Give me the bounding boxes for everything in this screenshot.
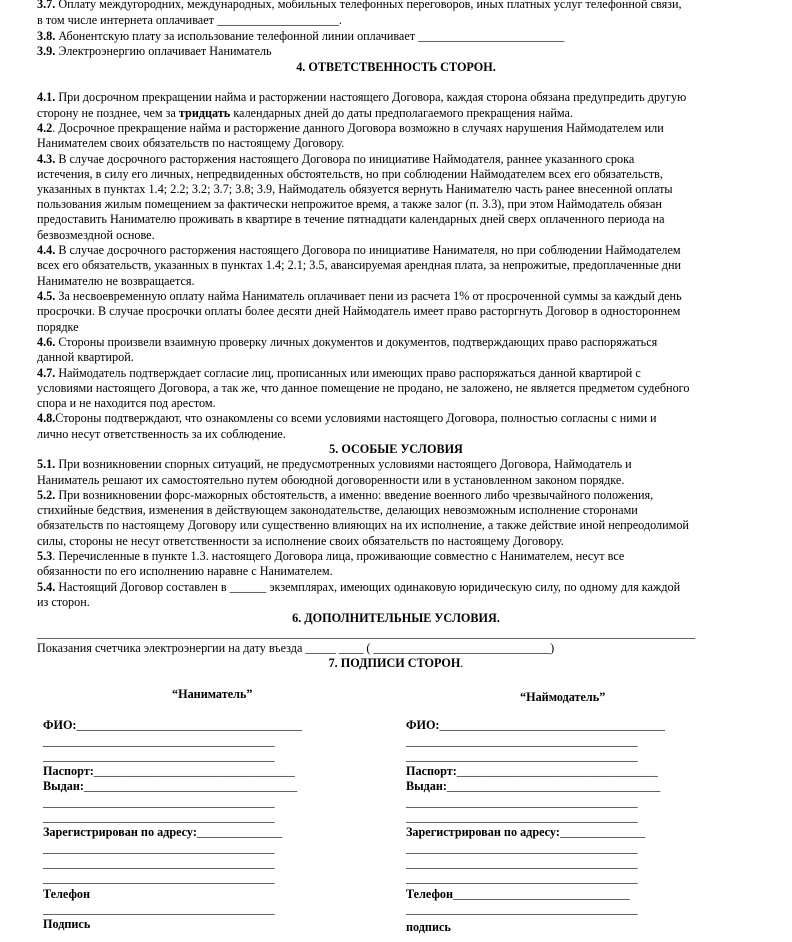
field-label: Выдан:: [406, 779, 447, 793]
clause-number: 4.4.: [37, 243, 56, 257]
signature-field: [43, 917, 90, 932]
line-text: всех его обязательств, указанных в пунктах 1.4; 2.1; 3.5, авансируемая арендная плата, за непрожитые, предоплаченные дни: [37, 258, 682, 272]
field-blank: ______________________________________: [406, 841, 638, 855]
line-text: предоставить Нанимателю проживать в квартире в течение пятнадцати календарных дней сверх оплаченного периода на: [37, 212, 665, 226]
text-line: [37, 167, 663, 182]
line-text: порядке: [37, 320, 79, 334]
line-text: При возникновении спорных ситуаций, не предусмотренных условиями настоящего Договора, Наймодатель и: [55, 457, 632, 471]
text-line: [37, 320, 79, 335]
signature-field: [43, 871, 275, 886]
text-line: [37, 641, 554, 656]
text-line: [37, 534, 564, 549]
text-line: [37, 411, 657, 426]
line-text-tail: календарных дней до даты предполагаемого прекращения найма.: [230, 106, 573, 120]
signature-field: [406, 810, 638, 825]
signature-field: [406, 887, 630, 902]
line-text: условиями настоящего Договора, а так же, что данное помещение не продано, не заложено, не является предметом судебного: [37, 381, 690, 395]
signature-field: [406, 825, 645, 840]
field-label: Зарегистрирован по адресу:: [406, 825, 560, 839]
signature-field: [43, 887, 90, 902]
clause-number: 5.3: [37, 549, 53, 563]
section-heading-text: 4. ОТВЕТСТВЕННОСТЬ СТОРОН.: [296, 60, 496, 74]
line-text: . Перечисленные в пункте 1.3. настоящего Договора лица, проживающие совместно с Нанимателем, несут все: [52, 549, 625, 563]
line-text: . Досрочное прекращение найма и расторжение данного Договора возможно в случаях нарушения Наймодателем или: [52, 121, 664, 135]
line-text: просрочки. В случае просрочки оплаты более десяти дней Наймодатель имеет право расторгнуть Договор в одностороннем: [37, 304, 681, 318]
line-text: из сторон.: [37, 595, 90, 609]
text-line: [37, 29, 564, 44]
signature-field: [406, 920, 451, 935]
signature-field: [406, 856, 638, 871]
field-blank: ______________________________________: [43, 856, 275, 870]
line-text: обязанности по его исполнению наравне с Нанимателем.: [37, 564, 333, 578]
text-line: [37, 243, 681, 258]
signature-field: [406, 734, 638, 749]
text-line: [37, 595, 90, 610]
text-line: [37, 182, 673, 197]
field-blank: _____________________________: [453, 887, 630, 901]
line-text: При досрочном прекращении найма и расторжении настоящего Договора, каждая сторона обязана предупредить другую: [55, 90, 687, 104]
clause-number: 3.9.: [37, 44, 56, 58]
section-heading: [0, 611, 792, 626]
text-line: [37, 473, 624, 488]
line-text: Нанимателю не возвращается.: [37, 274, 195, 288]
line-text: указанных в пунктах 1.4; 2.2; 3.2; 3.7; 3.8; 3.9, Наймодатель обязуется вернуть Нанимателю часть ранее внесенной оплаты: [37, 182, 673, 196]
line-text: Электроэнергию оплачивает Наниматель: [55, 44, 272, 58]
signature-field: [406, 871, 638, 886]
text-line: [37, 350, 134, 365]
section-heading: [0, 656, 792, 671]
signature-field: [43, 734, 275, 749]
text-line: [37, 258, 681, 273]
line-text: лично несут ответственность за их соблюдение.: [37, 427, 286, 441]
line-text: Стороны подтверждают, что ознакомлены со всеми условиями настоящего Договора, полностью согласны с ними и: [55, 411, 657, 425]
signature-field: [43, 779, 297, 794]
text-line: [37, 457, 632, 472]
clause-number: 4.7.: [37, 366, 56, 380]
text-line: [37, 136, 344, 151]
signature-field: [406, 795, 638, 810]
text-line: [37, 90, 686, 105]
section-heading-tail: .: [460, 656, 464, 670]
text-line: [37, 626, 695, 641]
field-blank: ______________________________________: [43, 841, 275, 855]
text-line: [37, 289, 682, 304]
text-line: [37, 44, 272, 59]
clause-number: 3.8.: [37, 29, 56, 43]
field-blank: ______________: [196, 825, 283, 839]
section-heading: [0, 60, 792, 75]
field-label: Паспорт:: [406, 764, 457, 778]
signature-field: [43, 764, 295, 779]
field-blank: ______________________________________: [43, 902, 275, 916]
text-line: [37, 564, 333, 579]
line-text: истечения, в силу его личных, непредвиденных обстоятельств, но при соблюдении Наймодателем всех его обязательств,: [37, 167, 663, 181]
signature-field: [43, 718, 302, 733]
line-text: силы, стороны не несут ответственности за исполнение своих обязательств по настоящему Договору.: [37, 534, 564, 548]
clause-number: 4.1.: [37, 90, 56, 104]
line-text: безвозмездной основе.: [37, 228, 155, 242]
field-blank: ______________: [559, 825, 646, 839]
text-line: [37, 335, 657, 350]
line-text: обязательств по настоящему Договору или существенно влияющих на их исполнение, а также действие иной непреодолимой: [37, 518, 689, 532]
clause-number: 4.2: [37, 121, 53, 135]
line-text: При возникновении форс-мажорных обстоятельств, а именно: введение военного либо чрезвычайного положения,: [55, 488, 654, 502]
field-blank: _________________________________: [93, 764, 295, 778]
text-line: [37, 228, 155, 243]
field-label: Выдан:: [43, 779, 84, 793]
field-blank: _________________________________: [456, 764, 658, 778]
text-line: [37, 121, 664, 136]
line-text: В случае досрочного расторжения настоящего Договора по инициативе Наймодателя, раннее указанного срока: [55, 152, 635, 166]
line-text: Наймодатель подтверждает согласие лиц, прописанных или имеющих право распоряжаться данной квартирой с: [55, 366, 641, 380]
clause-number: 4.3.: [37, 152, 56, 166]
line-text: данной квартирой.: [37, 350, 134, 364]
field-blank: ______________________________________: [43, 795, 275, 809]
field-label: Телефон: [43, 887, 91, 901]
signature-field: [406, 764, 658, 779]
text-line: [37, 503, 638, 518]
field-blank: _____________________________________: [76, 718, 302, 732]
line-text: Оплату междугородних, международных, мобильных телефонных переговоров, иных платных услуг телефонной связи,: [55, 0, 682, 11]
field-blank: ______________________________________: [406, 795, 638, 809]
section-heading-text: 7. ПОДПИСИ СТОРОН: [328, 656, 461, 670]
field-label: Паспорт:: [43, 764, 94, 778]
field-label: Зарегистрирован по адресу:: [43, 825, 197, 839]
line-text: За несвоевременную оплату найма Наниматель оплачивает пени из расчета 1% от просроченной суммы за каждый день: [55, 289, 682, 303]
signature-field: [43, 856, 275, 871]
text-line: [37, 396, 216, 411]
text-line: [37, 152, 634, 167]
text-line: [37, 304, 680, 319]
text-line: [37, 106, 573, 121]
line-text: Показания счетчика электроэнергии на дату въезда _____ ____ ( _____________________________): [37, 641, 555, 655]
clause-number: 3.7.: [37, 0, 56, 11]
field-blank: ______________________________________: [406, 902, 638, 916]
field-blank: ______________________________________: [43, 810, 275, 824]
line-text: Нанимателем своих обязательств по настоящему Договору.: [37, 136, 345, 150]
tenant-title: “Наниматель”: [172, 687, 253, 701]
signature-field: [43, 810, 275, 825]
field-blank: _____________________________________: [439, 718, 665, 732]
text-line: [37, 549, 624, 564]
signature-field: [406, 779, 660, 794]
field-label: подпись: [406, 920, 451, 934]
text-line: [37, 427, 286, 442]
field-label: ФИО:: [43, 718, 77, 732]
text-line: [37, 518, 689, 533]
signature-field: [43, 841, 275, 856]
field-blank: ___________________________________: [446, 779, 661, 793]
line-text: Стороны произвели взаимную проверку личных документов и документов, подтверждающих право распоряжаться: [55, 335, 658, 349]
signature-field: [43, 749, 275, 764]
signature-field: [406, 749, 638, 764]
clause-number: 4.6.: [37, 335, 56, 349]
signature-field: [406, 841, 638, 856]
bold-word: тридцать: [178, 106, 231, 120]
signature-field: [406, 718, 665, 733]
field-blank: ___________________________________: [83, 779, 298, 793]
text-line: [37, 212, 665, 227]
line-text: стихийные бедствия, изменения в действующем законодательстве, делающих невозможным исполнение сторонами: [37, 503, 638, 517]
line-text: Абонентскую плату за использование телефонной линии оплачивает ________________________: [55, 29, 565, 43]
line-text: спора и не находится под арестом.: [37, 396, 216, 410]
field-label: Подпись: [43, 917, 91, 931]
signature-field: [43, 902, 275, 917]
field-blank: ______________________________________: [406, 871, 638, 885]
line-text: сторону не позднее, чем за: [37, 106, 179, 120]
line-text: ____________________________________________________________________________________________________________: [37, 626, 696, 640]
field-blank: ______________________________________: [43, 749, 275, 763]
text-line: [37, 197, 662, 212]
section-heading-text: 5. ОСОБЫЕ УСЛОВИЯ: [329, 442, 463, 456]
section-heading-text: 6. ДОПОЛНИТЕЛЬНЫЕ УСЛОВИЯ.: [292, 611, 500, 625]
field-blank: ______________________________________: [406, 810, 638, 824]
line-text: Наниматель решают их самостоятельно путем обоюдной договоренности или в установленном законом порядке.: [37, 473, 625, 487]
signature-field: [406, 902, 638, 917]
field-blank: ______________________________________: [406, 856, 638, 870]
clause-number: 5.1.: [37, 457, 56, 471]
field-blank: ______________________________________: [43, 734, 275, 748]
text-line: [37, 381, 689, 396]
signature-field: [43, 825, 282, 840]
field-blank: ______________________________________: [406, 734, 638, 748]
field-label: ФИО:: [406, 718, 440, 732]
line-text: В случае досрочного расторжения настоящего Договора по инициативе Нанимателя, но при соблюдении Наймодателем: [55, 243, 681, 257]
text-line: [37, 580, 680, 595]
text-line: [37, 0, 682, 12]
line-text: пользования жилым помещением за фактически непрожитое время, а также залог (п. 3.3), при этом Наймодатель обязан: [37, 197, 662, 211]
line-text: в том числе интернета оплачивает ____________________.: [37, 13, 342, 27]
section-heading: [0, 442, 792, 457]
text-line: [37, 488, 653, 503]
clause-number: 4.5.: [37, 289, 56, 303]
clause-number: 4.8.: [37, 411, 56, 425]
clause-number: 5.2.: [37, 488, 56, 502]
landlord-title: “Наймодатель”: [520, 690, 606, 704]
field-blank: ______________________________________: [43, 871, 275, 885]
clause-number: 5.4.: [37, 580, 56, 594]
field-blank: ______________________________________: [406, 749, 638, 763]
line-text: Настоящий Договор составлен в ______ экземплярах, имеющих одинаковую юридическую силу, по одному для каждой: [55, 580, 681, 594]
text-line: [37, 366, 641, 381]
field-label: Телефон: [406, 887, 454, 901]
text-line: [37, 274, 195, 289]
signature-field: [43, 795, 275, 810]
text-line: [37, 13, 342, 28]
